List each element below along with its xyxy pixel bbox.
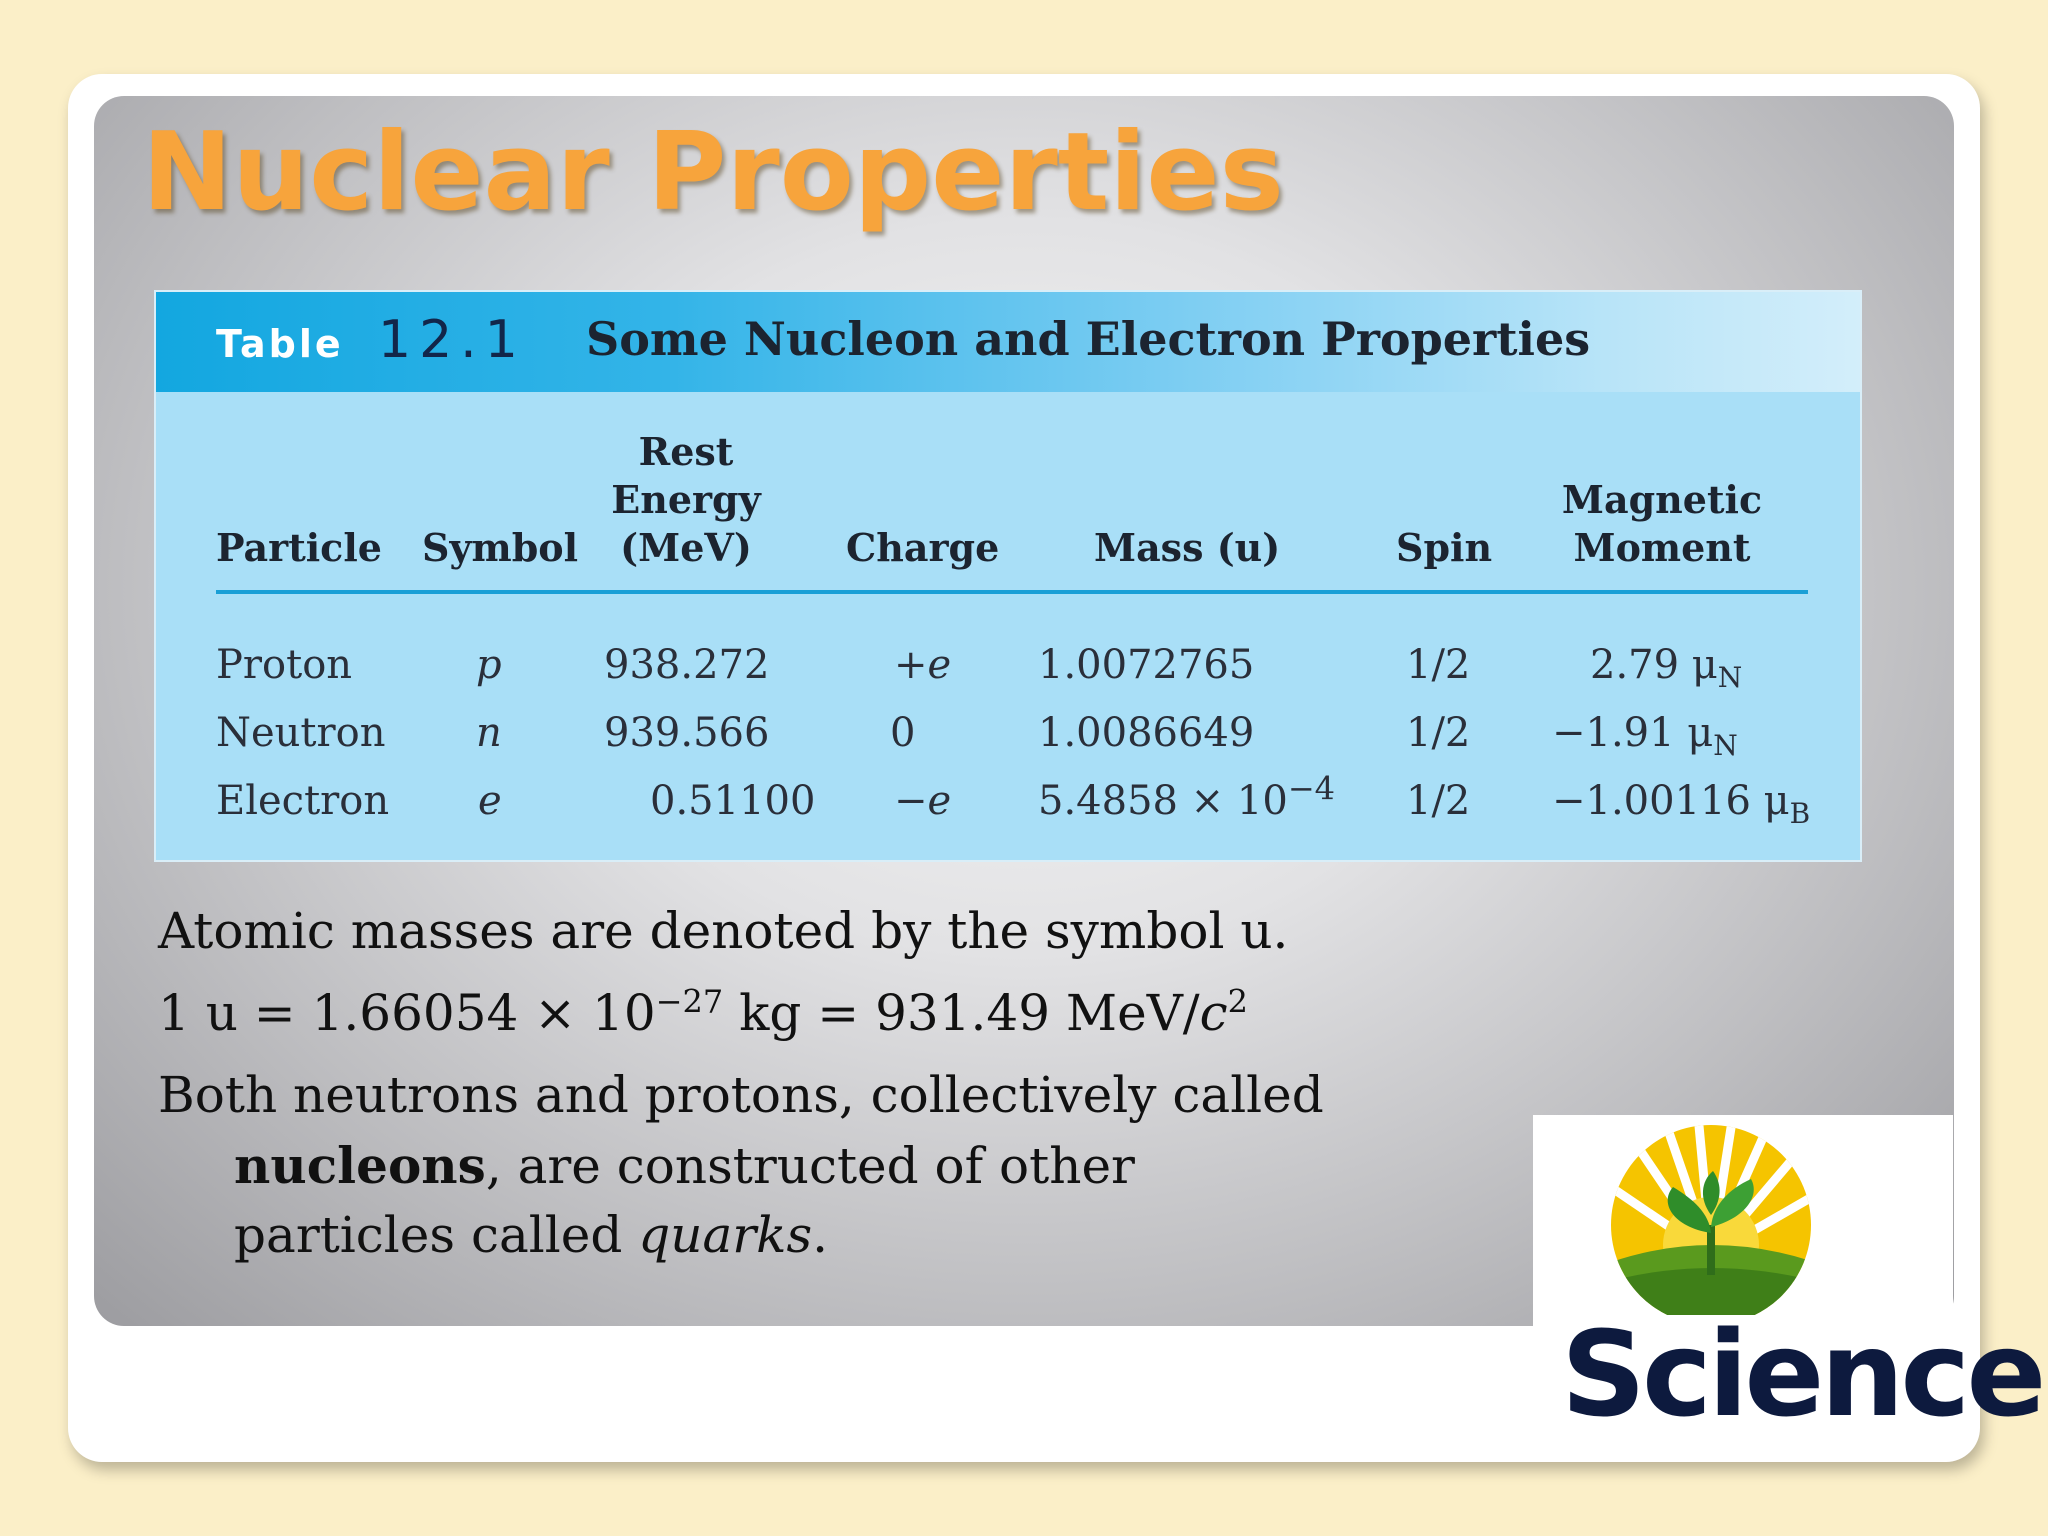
body-line-2-part: 1 u = 1.66054 × 10 xyxy=(158,984,656,1042)
body-line-5 xyxy=(234,1206,828,1264)
table-caption: Some Nucleon and Electron Properties xyxy=(586,312,1591,366)
header-spin: Spin xyxy=(1396,525,1493,570)
cell-particle: Proton xyxy=(216,642,353,688)
science-logo xyxy=(1533,1115,2043,1460)
header-symbol: Symbol xyxy=(422,525,579,570)
cell-charge: −e xyxy=(894,778,952,824)
cell-particle: Electron xyxy=(216,778,390,824)
body-line-3: Both neutrons and protons, collectively called xyxy=(158,1066,1324,1124)
properties-table xyxy=(154,290,1862,862)
cell-mass xyxy=(1038,642,1254,688)
cell-energy: 938.272 xyxy=(604,642,770,688)
body-line-5-italic: quarks xyxy=(638,1206,813,1264)
header-magnetic-moment-line: Magnetic xyxy=(1561,477,1763,522)
cell-moment-subscript: N xyxy=(1713,729,1738,762)
header-magnetic-moment-line: Moment xyxy=(1573,525,1751,570)
cell-mass-value: 1.0072765 xyxy=(1038,642,1255,688)
cell-spin: 1/2 xyxy=(1406,642,1471,688)
cell-moment-value: −1.91 μ xyxy=(1552,710,1714,756)
sun-plant-icon xyxy=(1533,1115,1953,1315)
cell-moment-value: 2.79 μ xyxy=(1590,642,1718,688)
cell-energy: 0.51100 xyxy=(650,778,816,824)
cell-moment xyxy=(1552,778,1810,830)
cell-moment-subscript: B xyxy=(1789,797,1811,830)
header-magnetic-moment xyxy=(1542,476,1782,572)
header-particle: Particle xyxy=(216,525,382,570)
cell-particle: Neutron xyxy=(216,710,386,756)
cell-symbol: n xyxy=(476,710,502,756)
cell-symbol: e xyxy=(478,778,502,824)
cell-moment xyxy=(1590,642,1742,694)
body-line-2-part: kg = 931.49 MeV/ xyxy=(723,984,1200,1042)
body-line-2-symbol: c xyxy=(1199,984,1228,1042)
cell-spin: 1/2 xyxy=(1406,778,1471,824)
slide-title: Nuclear Properties xyxy=(142,110,1284,235)
cell-mass xyxy=(1038,769,1335,824)
body-line-2-exponent: 2 xyxy=(1227,982,1249,1021)
body-line-4-bold: nucleons xyxy=(234,1136,486,1195)
body-line-2-exponent: −27 xyxy=(655,982,724,1021)
header-rest-energy-line: Rest xyxy=(638,429,734,474)
cell-charge: 0 xyxy=(890,710,916,756)
table-header-bar xyxy=(156,292,1860,392)
header-rest-energy-line: (MeV) xyxy=(620,525,752,570)
header-rest-energy-line: Energy xyxy=(611,477,761,522)
body-line-2 xyxy=(158,984,1248,1042)
header-rest-energy xyxy=(596,428,776,572)
cell-moment-value: −1.00116 μ xyxy=(1552,778,1790,824)
header-charge: Charge xyxy=(846,525,1000,570)
cell-symbol: p xyxy=(476,642,502,688)
cell-energy: 939.566 xyxy=(604,710,770,756)
cell-mass-value: 5.4858 × 10 xyxy=(1038,778,1288,824)
cell-moment-subscript: N xyxy=(1717,661,1743,694)
body-line-5-part: particles called xyxy=(234,1206,639,1264)
cell-mass xyxy=(1038,710,1254,756)
body-line-1: Atomic masses are denoted by the symbol u. xyxy=(158,902,1289,960)
cell-spin: 1/2 xyxy=(1406,710,1471,756)
logo-wordmark: Science xyxy=(1561,1305,2043,1443)
cell-charge: +e xyxy=(894,642,952,688)
header-mass: Mass (u) xyxy=(1094,525,1281,570)
cell-mass-exponent: −4 xyxy=(1287,769,1335,808)
table-label-number: 12.1 xyxy=(378,310,526,370)
header-rule xyxy=(216,590,1808,594)
body-line-5-part: . xyxy=(812,1206,829,1264)
cell-mass-value: 1.0086649 xyxy=(1038,710,1255,756)
body-line-4 xyxy=(234,1136,1135,1195)
table-label-word: Table xyxy=(216,322,344,366)
body-line-4-rest: , are constructed of other xyxy=(485,1137,1135,1195)
cell-moment xyxy=(1552,710,1738,762)
